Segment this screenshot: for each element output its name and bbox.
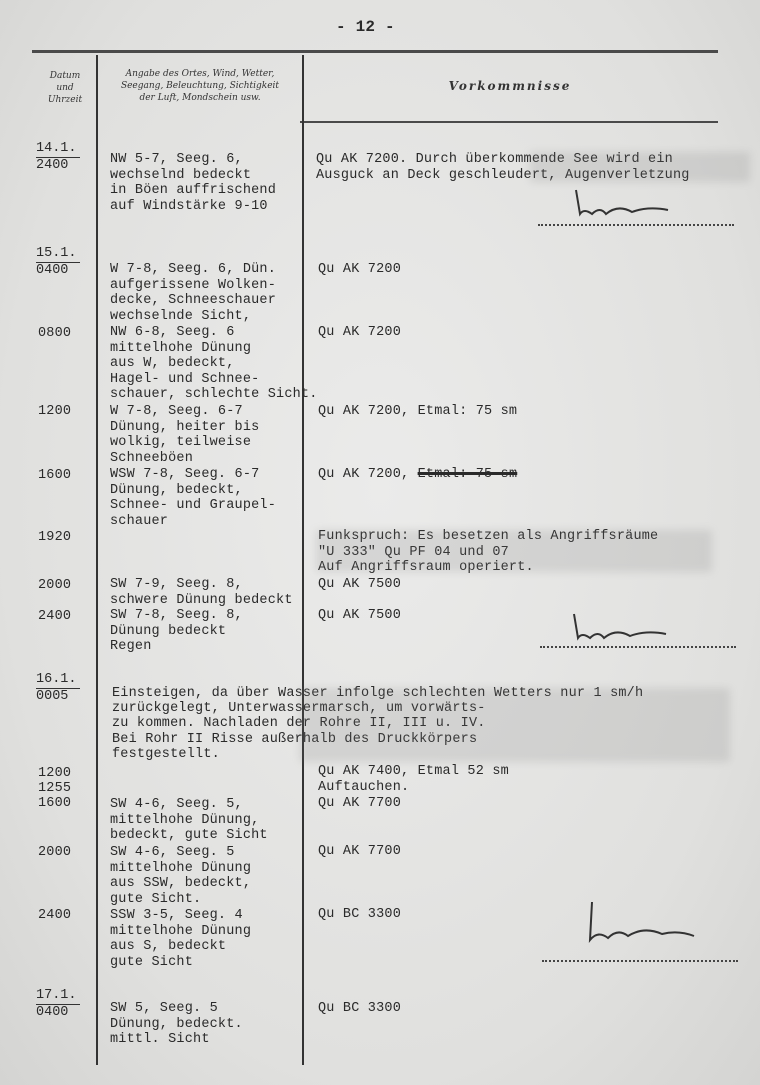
struck-text: Etmal: 75 sm [417,467,518,482]
entry-time: 1920 [38,530,72,545]
signature-initial [568,612,678,646]
header-events: Vorkommnisse [448,79,572,93]
event-text: Qu AK 7200 [318,325,402,340]
column-divider-2 [302,55,304,1065]
header-date-time: Datum und Uhrzeit [47,71,83,105]
signature-dotted-line [540,646,736,648]
weather-text: W 7-8, Seeg. 6-7 Dünung, heiter bis wolkig, teilweise Schneeböen [110,404,260,466]
event-text: Qu BC 3300 [318,907,402,922]
event-text: Qu BC 3300 [318,1001,402,1016]
weather-text: SW 7-9, Seeg. 8, schwere Dünung bedeckt [110,577,293,608]
redaction-smudge [300,688,730,762]
event-text: Qu AK 7200. Durch überkommende See wird ein Ausguck an Deck geschleudert, Augenverletzung [316,152,690,183]
event-text: Qu AK 7700 [318,796,402,811]
signature-dotted-line [538,224,734,226]
entry-time: 2000 [38,845,72,860]
weather-text: SW 7-8, Seeg. 8, Dünung bedeckt Regen [110,608,243,654]
weather-text: SW 4-6, Seeg. 5, mittelhohe Dünung, bedeckt, gute Sicht [110,797,268,843]
header-bottom-rule [300,121,718,123]
entry-time: 1255 [38,781,72,796]
redaction-smudge [530,152,750,182]
entry-date: 17.1. 0400 [36,988,80,1020]
weather-text: SW 4-6, Seeg. 5 mittelhohe Dünung aus SSW, bedeckt, gute Sicht. [110,845,252,907]
signature-dotted-line [542,960,738,962]
redaction-smudge [316,530,712,572]
column-divider-1 [96,55,98,1065]
entry-time: 0800 [38,326,72,341]
weather-text: W 7-8, Seeg. 6, Dün. aufgerissene Wolken- decke, Schneeschauer wechselnde Sicht, [110,262,277,324]
event-text: Qu AK 7400, Etmal 52 sm [318,764,509,779]
entry-time: 2400 [38,609,72,624]
event-text: Qu AK 7500 [318,577,402,592]
weather-text: SW 5, Seeg. 5 Dünung, bedeckt. mittl. Sicht [110,1001,243,1047]
event-text: Auftauchen. [318,780,410,795]
weather-text: NW 6-8, Seeg. 6 mittelhohe Dünung aus W, bedeckt, Hagel- und Schnee- schauer, schlechte Sicht. [110,325,318,402]
event-text: Qu AK 7500 [318,608,402,623]
weather-text: SSW 3-5, Seeg. 4 mittelhohe Dünung aus S, bedeckt gute Sicht [110,908,252,970]
entry-time: 2400 [38,908,72,923]
entry-date: 16.1. 0005 [36,672,80,704]
event-text: Qu AK 7200, Etmal: 75 sm [318,467,518,482]
entry-date: 14.1. 2400 [36,141,80,173]
weather-text: NW 5-7, Seeg. 6, wechselnd bedeckt in Böen auffrischend auf Windstärke 9-10 [110,152,277,214]
weather-text: WSW 7-8, Seeg. 6-7 Dünung, bedeckt, Schnee- und Graupel- schauer [110,467,277,529]
event-text: Einsteigen, da über Wasser infolge schlechten Wetters nur 1 sm/h zurückgelegt, Unterwassermarsch, um vorwärts- zu kommen. Nachladen der Rohre II, III u. IV. Bei Rohr II Risse außerhalb des Druckkörpers festgestellt. [112,686,644,762]
event-text: Qu AK 7700 [318,844,402,859]
page-number: - 12 - [336,18,395,36]
entry-time: 1600 [38,796,72,811]
event-text: Qu AK 7200, Etmal: 75 sm [318,404,518,419]
entry-time: 1600 [38,468,72,483]
entry-date: 15.1. 0400 [36,246,80,278]
entry-time: 1200 [38,766,72,781]
signature-initial [582,900,702,948]
signature-initial [570,188,680,222]
header-weather: Angabe des Ortes, Wind, Wetter, Seegang, Beleuchtung, Sichtigkeit der Luft, Mondschein usw. [120,69,280,103]
entry-time: 1200 [38,404,72,419]
event-text: Qu AK 7200 [318,262,402,277]
header-top-rule [32,50,718,53]
event-text: Funkspruch: Es besetzen als Angriffsräume "U 333" Qu PF 04 und 07 Auf Angriffsraum operiert. [318,529,659,575]
entry-time: 2000 [38,578,72,593]
